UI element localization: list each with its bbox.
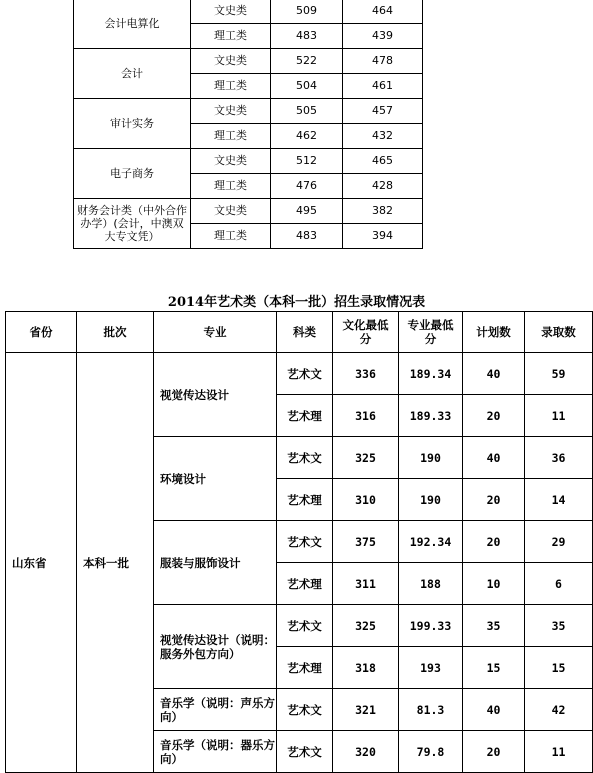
score-cell: 461 <box>343 74 423 99</box>
header-major-min: 专业最低分 <box>399 312 463 353</box>
major-cell: 视觉传达设计 <box>154 353 277 437</box>
category-cell: 理工类 <box>191 24 271 49</box>
batch-cell: 本科一批 <box>77 353 154 773</box>
category-cell: 理工类 <box>191 224 271 249</box>
admitted-cell: 14 <box>525 479 593 521</box>
category-cell: 艺术理 <box>277 479 333 521</box>
major-min-cell: 199.33 <box>399 605 463 647</box>
admitted-cell: 59 <box>525 353 593 395</box>
category-cell: 文史类 <box>191 99 271 124</box>
major-min-cell: 189.34 <box>399 353 463 395</box>
admitted-cell: 6 <box>525 563 593 605</box>
category-cell: 艺术文 <box>277 689 333 731</box>
admitted-cell: 29 <box>525 521 593 563</box>
score-cell: 509 <box>271 0 343 24</box>
major-cell: 会计电算化 <box>74 0 191 49</box>
culture-min-cell: 310 <box>333 479 399 521</box>
score-cell: 457 <box>343 99 423 124</box>
major-min-cell: 190 <box>399 437 463 479</box>
culture-min-cell: 336 <box>333 353 399 395</box>
table-2-title: 2014年艺术类（本科一批）招生录取情况表 <box>167 295 426 310</box>
major-min-cell: 192.34 <box>399 521 463 563</box>
header-culture-min: 文化最低分 <box>333 312 399 353</box>
major-min-cell: 189.33 <box>399 395 463 437</box>
category-cell: 艺术文 <box>277 605 333 647</box>
plan-cell: 35 <box>463 605 525 647</box>
admitted-cell: 42 <box>525 689 593 731</box>
header-major: 专业 <box>154 312 277 353</box>
category-cell: 艺术文 <box>277 521 333 563</box>
culture-min-cell: 321 <box>333 689 399 731</box>
major-cell: 音乐学（说明：器乐方向） <box>154 731 277 773</box>
major-cell: 音乐学（说明：声乐方向） <box>154 689 277 731</box>
major-cell: 会计 <box>74 49 191 99</box>
score-cell: 462 <box>271 124 343 149</box>
score-cell: 478 <box>343 49 423 74</box>
score-cell: 504 <box>271 74 343 99</box>
score-cell: 522 <box>271 49 343 74</box>
province-cell: 山东省 <box>6 353 77 773</box>
culture-min-cell: 316 <box>333 395 399 437</box>
category-cell: 文史类 <box>191 149 271 174</box>
culture-min-cell: 311 <box>333 563 399 605</box>
major-cell: 视觉传达设计（说明：服务外包方向） <box>154 605 277 689</box>
table-row <box>74 99 423 124</box>
header-admitted: 录取数 <box>525 312 593 353</box>
category-cell: 艺术理 <box>277 647 333 689</box>
culture-min-cell: 320 <box>333 731 399 773</box>
score-cell: 464 <box>343 0 423 24</box>
table-row <box>74 149 423 174</box>
header-plan: 计划数 <box>463 312 525 353</box>
plan-cell: 40 <box>463 353 525 395</box>
category-cell: 文史类 <box>191 199 271 224</box>
culture-min-cell: 325 <box>333 605 399 647</box>
plan-cell: 40 <box>463 437 525 479</box>
category-cell: 理工类 <box>191 174 271 199</box>
admitted-cell: 11 <box>525 395 593 437</box>
score-cell: 465 <box>343 149 423 174</box>
table-row <box>74 49 423 74</box>
admitted-cell: 15 <box>525 647 593 689</box>
category-cell: 理工类 <box>191 124 271 149</box>
table-row <box>6 353 593 395</box>
category-cell: 艺术文 <box>277 353 333 395</box>
score-cell: 483 <box>271 224 343 249</box>
admitted-cell: 35 <box>525 605 593 647</box>
score-cell: 476 <box>271 174 343 199</box>
plan-cell: 20 <box>463 395 525 437</box>
score-cell: 382 <box>343 199 423 224</box>
table-header-row <box>6 312 593 353</box>
major-cell: 服装与服饰设计 <box>154 521 277 605</box>
plan-cell: 20 <box>463 479 525 521</box>
category-cell: 文史类 <box>191 0 271 24</box>
header-province: 省份 <box>6 312 77 353</box>
category-cell: 理工类 <box>191 74 271 99</box>
score-cell: 394 <box>343 224 423 249</box>
major-min-cell: 193 <box>399 647 463 689</box>
score-cell: 512 <box>271 149 343 174</box>
art-admission-table <box>5 311 593 773</box>
culture-min-cell: 375 <box>333 521 399 563</box>
score-cell: 439 <box>343 24 423 49</box>
plan-cell: 40 <box>463 689 525 731</box>
category-cell: 文史类 <box>191 49 271 74</box>
header-category: 科类 <box>277 312 333 353</box>
category-cell: 艺术理 <box>277 563 333 605</box>
score-cell: 483 <box>271 24 343 49</box>
table-row <box>74 199 423 224</box>
major-min-cell: 188 <box>399 563 463 605</box>
major-min-cell: 190 <box>399 479 463 521</box>
culture-min-cell: 325 <box>333 437 399 479</box>
score-cell: 495 <box>271 199 343 224</box>
plan-cell: 20 <box>463 731 525 773</box>
table-row <box>74 0 423 24</box>
score-cell: 432 <box>343 124 423 149</box>
major-cell: 审计实务 <box>74 99 191 149</box>
score-cell: 428 <box>343 174 423 199</box>
major-min-cell: 81.3 <box>399 689 463 731</box>
category-cell: 艺术文 <box>277 731 333 773</box>
major-cell: 财务会计类（中外合作办学）(会计，中澳双大专文凭） <box>74 199 191 249</box>
major-cell: 电子商务 <box>74 149 191 199</box>
admitted-cell: 36 <box>525 437 593 479</box>
plan-cell: 15 <box>463 647 525 689</box>
culture-min-cell: 318 <box>333 647 399 689</box>
score-cell: 505 <box>271 99 343 124</box>
admitted-cell: 11 <box>525 731 593 773</box>
header-batch: 批次 <box>77 312 154 353</box>
plan-cell: 10 <box>463 563 525 605</box>
category-cell: 艺术文 <box>277 437 333 479</box>
category-cell: 艺术理 <box>277 395 333 437</box>
major-cell: 环境设计 <box>154 437 277 521</box>
admission-table-1 <box>73 0 423 249</box>
plan-cell: 20 <box>463 521 525 563</box>
major-min-cell: 79.8 <box>399 731 463 773</box>
